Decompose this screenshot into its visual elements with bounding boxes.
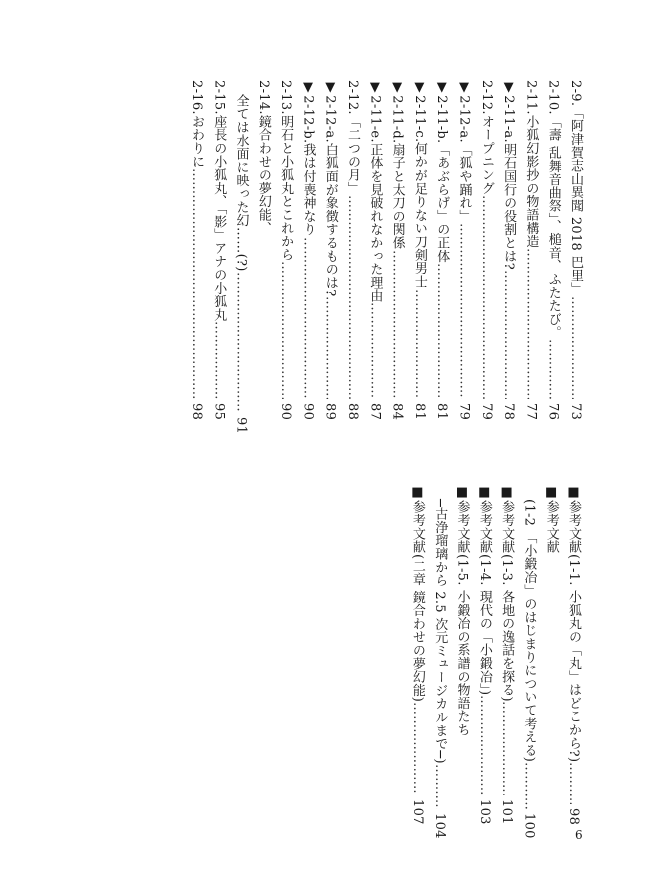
toc-entry-page: 78 <box>501 402 517 420</box>
reference-page: 104 <box>432 813 448 839</box>
toc-entry-title: 明石国行の役割とは? <box>501 142 517 270</box>
toc-entry-number: 2-14. <box>255 80 271 115</box>
dot-leader <box>562 762 584 804</box>
toc-entry <box>385 80 407 420</box>
dot-leader <box>185 168 207 399</box>
reference-page: 100 <box>521 813 537 839</box>
dot-leader <box>274 261 296 399</box>
reference-title: (1-4. 現代の「小鍛冶」) <box>476 553 492 695</box>
toc-entry-title: 何かが足りない刀剣男士 <box>411 142 427 289</box>
toc-entry <box>207 80 229 420</box>
toc-entry <box>318 80 340 420</box>
toc-entry-page: 91 <box>233 416 249 434</box>
toc-entry-title: 「あぶらげ」の正体 <box>434 143 450 264</box>
dot-leader <box>541 339 563 399</box>
reference-page: 98 <box>566 807 581 825</box>
dot-leader <box>229 272 251 413</box>
reference-title: (二章 鏡合わせの夢幻能) <box>409 553 425 702</box>
reference-page: 101 <box>499 799 515 825</box>
toc-entry <box>519 80 541 420</box>
toc-entry-title: 「壽 乱舞音曲祭」、槌音、ふたたび。 <box>545 114 561 339</box>
reference-label: ■参考文献 <box>543 485 559 554</box>
toc-entry <box>363 80 385 420</box>
toc-entry-number: ▼2-12-a. <box>456 80 472 143</box>
toc-entry-page: 79 <box>478 402 494 420</box>
toc-entry-page: 90 <box>278 402 294 420</box>
dot-leader <box>517 762 539 809</box>
toc-entry-page: 95 <box>211 402 227 420</box>
toc-entry <box>408 80 430 420</box>
toc-entry <box>564 80 586 420</box>
dot-leader <box>430 263 452 399</box>
dot-leader <box>296 237 318 399</box>
dot-leader <box>452 223 474 399</box>
dot-leader <box>495 701 517 795</box>
toc-entry <box>475 80 497 420</box>
dot-leader <box>385 250 407 399</box>
page-number: 6 <box>575 828 583 842</box>
toc-entry <box>341 80 363 420</box>
reference-entry <box>495 485 517 825</box>
toc-entry-number: ▼2-12-a. <box>322 80 338 143</box>
toc-entry-number: ▼2-11-b. <box>434 80 450 144</box>
toc-entry-number: 2-11. <box>523 80 539 115</box>
toc-entry-title: 鏡合わせの夢幻能、 <box>255 114 271 235</box>
toc-entry-page: 73 <box>568 402 583 420</box>
toc-entry-page: 84 <box>389 402 405 420</box>
dot-leader <box>564 296 586 399</box>
toc-entry-page: 79 <box>456 402 472 420</box>
toc-entry-title: 我は付喪神なり <box>300 143 316 237</box>
toc-entry-number: 2-16. <box>188 80 204 115</box>
toc-entry <box>296 80 318 420</box>
toc-entry <box>430 80 452 420</box>
reference-title: (1-3. 各地の逸話を探る) <box>499 553 515 702</box>
toc-entry-number: ▼2-11-c. <box>411 80 427 143</box>
toc-references <box>406 485 584 839</box>
reference-entry <box>450 485 472 825</box>
toc-chapter-2 <box>185 80 586 434</box>
dot-leader <box>408 289 430 399</box>
dot-leader <box>341 195 363 399</box>
toc-entry-title: オープニング <box>478 114 494 195</box>
reference-label: ■参考文献 <box>476 485 492 554</box>
reference-label: ■参考文献 <box>499 485 515 554</box>
toc-entry <box>252 80 274 420</box>
dot-leader <box>207 321 229 399</box>
toc-entry-number: ▼2-11-e. <box>367 80 383 143</box>
toc-entry <box>452 80 474 420</box>
reference-title: (1-1. 小狐丸の「丸」はどこから?) <box>566 553 581 762</box>
toc-entry-title: 白狐面が象徴するものは? <box>322 142 338 297</box>
toc-entry-number: 2-10. <box>545 80 561 115</box>
reference-label: ■参考文献 <box>409 485 425 554</box>
toc-entry-page: 87 <box>367 402 383 420</box>
toc-entry-title: 「二つの月」 <box>345 114 361 195</box>
toc-entry-title: 座長の小狐丸、「影」アナの小狐丸 <box>211 114 227 322</box>
dot-leader <box>318 296 340 398</box>
toc-entry-page: 90 <box>300 402 316 420</box>
toc-entry-title: 明石と小狐丸とこれから <box>278 114 294 262</box>
toc-entry <box>497 80 519 420</box>
toc-entry-title: 小狐幻影抄の物語構造 <box>523 114 539 248</box>
toc-entry <box>274 80 296 420</box>
reference-page: 107 <box>409 799 425 825</box>
dot-leader <box>363 302 385 398</box>
dot-leader <box>428 764 450 809</box>
dot-leader <box>475 195 497 399</box>
toc-entry-title: 扇子と太刀の関係 <box>389 143 405 250</box>
toc-entry-number: 2-13. <box>278 80 294 115</box>
toc-entry-page: 81 <box>434 402 450 420</box>
dot-leader <box>497 270 519 399</box>
reference-title: (1-5. 小鍛冶の系譜の物語たち <box>454 553 470 736</box>
toc-entry-page: 88 <box>345 402 361 420</box>
reference-entry-continuation <box>428 485 450 839</box>
reference-label: ■参考文献 <box>566 485 581 554</box>
toc-entry-number: ▼2-11-a. <box>501 80 517 143</box>
toc-entry-page: 98 <box>188 402 204 420</box>
reference-entry <box>539 485 561 825</box>
toc-entry-title: 正体を見破れなかった理由 <box>367 142 383 303</box>
toc-entry-number: 2-12. <box>478 80 494 115</box>
toc-entry-title: 全ては水面に映った幻……(?) <box>233 94 249 272</box>
dot-leader <box>473 695 495 795</box>
toc-entry-page: 77 <box>523 402 539 420</box>
toc-entry-number: 2-12. <box>345 80 361 115</box>
reference-entry-continuation <box>517 485 539 839</box>
toc-entry-page: 89 <box>322 402 338 420</box>
reference-entry <box>406 485 428 825</box>
dot-leader <box>519 248 541 399</box>
reference-label: ■参考文献 <box>454 485 470 554</box>
toc-entry-page: 81 <box>411 402 427 420</box>
toc-entry-title: おわりに <box>188 114 204 169</box>
toc-entry-number: 2-15. <box>211 80 227 115</box>
reference-title: ─古浄瑠璃から 2.5 次元ミュージカルまで─) <box>432 499 448 764</box>
toc-entry-title: 「狐や踊れ」 <box>456 142 472 223</box>
reference-title: (1-2 「小鍛冶」のはじまりについて考える) <box>521 499 537 763</box>
dot-leader <box>406 702 428 796</box>
toc-entry <box>185 80 207 420</box>
toc-entry-number: ▼2-11-d. <box>389 80 405 144</box>
toc-entry <box>541 80 563 420</box>
reference-entry <box>562 485 584 825</box>
toc-entry-continuation <box>229 80 251 434</box>
toc-entry-title: 「阿津賀志山異聞 2018 巴里」 <box>568 106 583 296</box>
reference-page: 103 <box>476 799 492 825</box>
toc-entry-number: 2-9. <box>568 80 583 107</box>
toc-entry-number: ▼2-12-b. <box>300 80 316 144</box>
toc-entry-page: 76 <box>545 402 561 420</box>
reference-entry <box>473 485 495 825</box>
